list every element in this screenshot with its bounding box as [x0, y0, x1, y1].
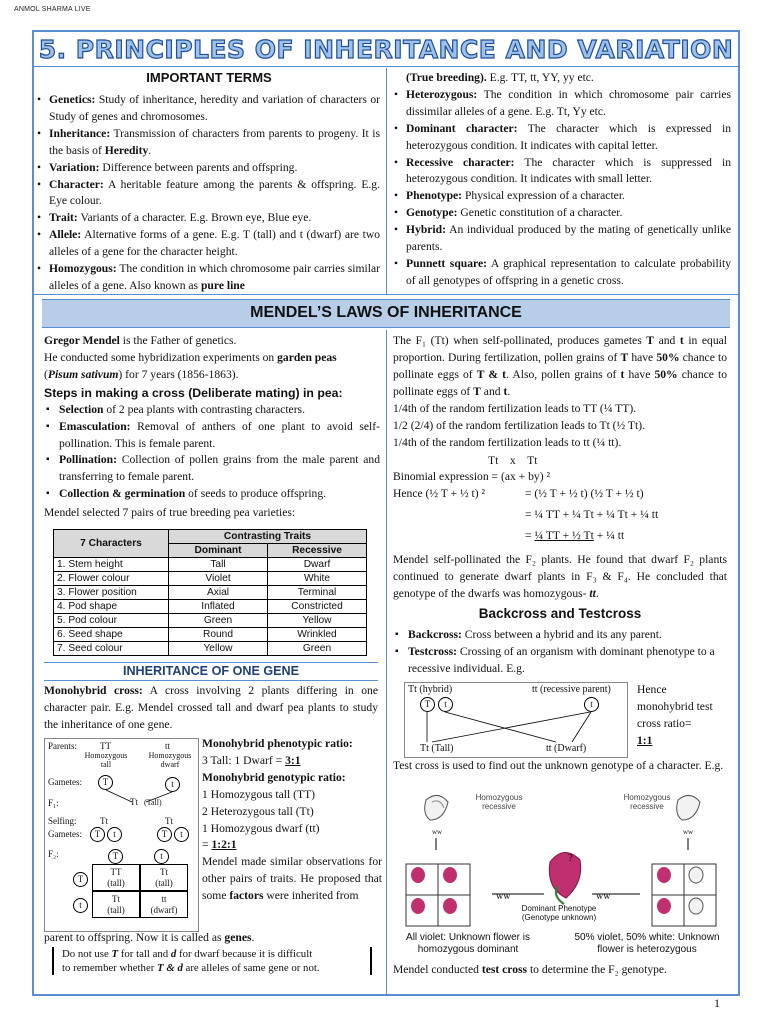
caption-right: 50% violet, 50% white: Unknown flower is heterozygous [574, 932, 720, 955]
step-item: ▪ Pollination: Collection of pollen grains from the male parent and transferring to female parent. [44, 452, 380, 486]
homozygous-recessive-right: Homozygous recessive [623, 793, 671, 811]
recessive-cell: Green [268, 642, 367, 656]
prob-tt-dwarf: 1/4th of the random fertilization leads to tt (¼ tt). [393, 435, 622, 449]
column-divider-bottom [386, 330, 387, 994]
table-row [54, 628, 367, 642]
parent2-genotype: tt [165, 741, 171, 751]
one-gene-rule-top [44, 662, 378, 663]
gamete2-T-right: T [157, 827, 172, 842]
gamete2-T-left: T [90, 827, 105, 842]
punnett-cell: tt (dwarf) [140, 891, 188, 918]
character-cell: 7. Seed colour [54, 642, 169, 656]
term-item: • Recessive character: The character which is suppressed in heterozygous condition. It indicates with small letter. [391, 155, 731, 189]
term-item: • Inheritance: Transmission of characters from parents to progeny. It is the basis of Heredity. [34, 126, 380, 160]
dominant-cell: Violet [169, 572, 268, 586]
gamete2-t-right: t [174, 827, 189, 842]
gametes2-label: Gametes: [48, 829, 82, 839]
parent2-label: Homozygous dwarf [148, 751, 192, 769]
parent1-label: Homozygous tall [84, 751, 128, 769]
mendel-intro: Gregor Mendel is the Father of genetics. He conducted some hybridization experiments on garden peas (Pisum sativum) for 7 years (1856-1863). Steps in making a cross (Deliberate mating) in pea: ▪ Selection of 2 pea plants with contrasting characters. ▪ Emasculation: Removal of anthers of one plant to avoid self-pollination. This is female parent. ▪ Pollination: Collection of pollen grains from the male parent and transferring to female parent. ▪ Collection & germination of seeds to produce offspring. Mendel selected 7 pairs of true breeding pea varieties: [44, 333, 380, 522]
terms-right-list [391, 70, 731, 290]
flower-left-ww: ww [432, 828, 443, 836]
gamete2-t-left: t [107, 827, 122, 842]
tc-hybrid: Tt (hybrid) [408, 684, 453, 695]
tall-dwarf-note: Do not use T for tall and d for dwarf because it is difficult to remember whether T & d are alleles of same gene or not. [52, 947, 372, 975]
brand-label: ANMOL SHARMA LIVE [14, 6, 91, 13]
punnett-col-t: t [154, 849, 169, 864]
term-item: • Phenotype: Physical expression of a character. [391, 188, 731, 205]
f2-label: F₂: [48, 849, 59, 859]
punnett-cell: Tt (tall) [140, 864, 188, 891]
parents-label: Parents: [48, 741, 77, 751]
term-item: • Hybrid: An individual produced by the mating of genetically unlike parents. [391, 222, 731, 256]
term-item: • Genotype: Genetic constitution of a character. [391, 205, 731, 222]
punnett-cell: Tt (tall) [92, 891, 140, 918]
term-item: • Dominant character: The character which is expressed in heterozygous condition. It indicates with capital letter. [391, 121, 731, 155]
table-header-recessive: Recessive [268, 544, 367, 558]
arrow-right-ww: ww [596, 891, 611, 902]
monohybrid-definition: Monohybrid cross: A cross involving 2 plants differing in one character pair. E.g. Mendel crossed tall and dwarf pea plants to study the inheritance of one gene. [44, 684, 379, 731]
dominant-cell: Axial [169, 586, 268, 600]
step-item: ▪ Collection & germination of seeds to produce offspring. [44, 486, 380, 503]
character-cell: 6. Seed shape [54, 628, 169, 642]
punnett-col-T: T [108, 849, 123, 864]
monohybrid-ratios: Monohybrid phenotypic ratio: 3 Tall: 1 Dwarf = 3:1 Monohybrid genotypic ratio: 1 Homozygous tall (TT) 2 Heterozygous tall (Tt) 1 Homozygous dwarf (tt) = 1:2:1 Mendel made similar observations for other pairs of traits. He proposed that some factors were inherited from [202, 736, 382, 905]
testcross-ratio: Hence monohybrid test cross ratio= 1:1 [637, 683, 713, 747]
term-item: • Genetics: Study of inheritance, heredity and variation of characters or Study of genes and chromosomes. [34, 92, 380, 126]
tc-offspring-dwarf: tt (Dwarf) [546, 743, 587, 754]
table-row [54, 600, 367, 614]
tc-gamete-t: t [438, 697, 453, 712]
dominant-cell: Round [169, 628, 268, 642]
recessive-cell: Terminal [268, 586, 367, 600]
geno-line-1: 1 Homozygous tall (TT) [202, 787, 316, 801]
binomial-expression: Binomial expression = (ax + by) ² [393, 470, 550, 483]
table-row [54, 558, 367, 572]
tc-gamete-T: T [420, 697, 435, 712]
genes-sentence: parent to offspring. Now it is called as genes. [44, 931, 255, 944]
important-terms-heading: IMPORTANT TERMS [146, 70, 272, 85]
f1-self-pollination: The F₁ (Tt) when self-pollinated, produces gametes T and t in equal proportion. During fertilization, pollen grains of T have 50% chance to pollinate eggs of T & t. Also, pollen grains of t have 50% chance to pollinate eggs of T and t. [393, 334, 728, 398]
table-row [54, 586, 367, 600]
prob-tt-hetero: 1/2 (2/4) of the random fertilization leads to Tt (½ Tt). [393, 418, 645, 432]
fertilization-probabilities [393, 401, 727, 452]
testcross-use: Test cross is used to find out the unknown genotype of a character. E.g. [393, 759, 724, 772]
step-item: ▪ Selection of 2 pea plants with contrasting characters. [44, 402, 380, 419]
mendel-laws-heading: MENDEL’S LAWS OF INHERITANCE [250, 304, 522, 321]
tc-offspring-tall: Tt (Tall) [420, 743, 454, 754]
term-item: • Punnett square: A graphical representation to calculate probability of all genotypes of offspring in a genetic cross. [391, 256, 731, 290]
term-item: • Variation: Difference between parents and offspring. [34, 160, 380, 177]
table-header-characters: 7 Characters [54, 530, 169, 558]
backcross-item: ▪ Backcross: Cross between a hybrid and its any parent. [393, 627, 727, 644]
recessive-cell: Constricted [268, 600, 367, 614]
true-breeding-line: (True breeding). E.g. TT, tt, YY, yy etc. [406, 71, 594, 84]
dominant-cell: Green [169, 614, 268, 628]
arrow-left-ww: ww [496, 891, 511, 902]
title-divider [34, 66, 738, 67]
one-gene-heading: INHERITANCE OF ONE GENE [122, 664, 300, 678]
prob-tt-homo: 1/4th of the random fertilization leads to TT (¼ TT). [393, 402, 637, 415]
table-header-group: Contrasting Traits [169, 530, 367, 544]
varieties-text: Mendel selected 7 pairs of true breeding pea varieties: [44, 506, 296, 520]
tt-cross: Tt x Tt [488, 454, 538, 467]
punnett-square [92, 864, 188, 918]
section-divider [34, 294, 738, 295]
term-item: • Heterozygous: The condition in which chromosome pair carries dissimilar alleles of a gene. E.g. Tt, Yy etc. [391, 87, 731, 121]
table-row [54, 642, 367, 656]
dominant-phenotype-label: Dominant Phenotype (Genotype unknown) [521, 904, 597, 922]
hence-expansion-3: = ¼ TT + ½ Tt + ¼ tt [525, 529, 625, 542]
selfing-parent2: Tt [165, 816, 173, 826]
hence-expansion-2: = ¼ TT + ¼ Tt + ¼ Tt + ¼ tt [525, 508, 659, 521]
selfing-parent1: Tt [100, 816, 108, 826]
tc-gamete-t-recessive: t [584, 697, 599, 712]
geno-line-3: 1 Homozygous dwarf (tt) [202, 821, 320, 835]
geno-line-2: 2 Heterozygous tall (Tt) [202, 804, 314, 818]
recessive-cell: Wrinkled [268, 628, 367, 642]
selfing-label: Selfing: [48, 816, 77, 826]
steps-list [44, 402, 380, 503]
f1-genotype: Tt [130, 797, 138, 807]
column-divider-top [386, 68, 387, 294]
unknown-genotype-mark: ? [568, 852, 573, 864]
caption-left: All violet: Unknown flower is homozygous dominant [406, 932, 530, 955]
one-gene-rule-bottom [44, 680, 378, 681]
character-cell: 5. Pod colour [54, 614, 169, 628]
tc-recessive-parent: tt (recessive parent) [532, 684, 611, 695]
character-cell: 2. Flower colour [54, 572, 169, 586]
step-item: ▪ Emasculation: Removal of anthers of one plant to avoid self-pollination. This is female parent. [44, 419, 380, 453]
dominant-cell: Inflated [169, 600, 268, 614]
term-item: • Homozygous: The condition in which chromosome pair carries similar alleles of a gene. Also known as pure line [34, 261, 380, 295]
page-number: 1 [714, 996, 720, 1010]
mendel-observation: Mendel made similar observations for other pairs of traits. He proposed that some factors were inherited from [202, 855, 382, 903]
hence-expansion-1: = (½ T + ½ t) (½ T + ½ t) [525, 487, 644, 500]
punnett-cell: TT (tall) [92, 864, 140, 891]
steps-heading: Steps in making a cross (Deliberate mating) in pea: [44, 385, 343, 400]
f1-label: F₁: [48, 798, 59, 808]
recessive-cell: Dwarf [268, 558, 367, 572]
dominant-cell: Tall [169, 558, 268, 572]
backcross-list [393, 627, 727, 678]
recessive-cell: White [268, 572, 367, 586]
f1-phenotype: (Tall) [144, 798, 162, 807]
table-header-dominant: Dominant [169, 544, 268, 558]
character-cell: 4. Pod shape [54, 600, 169, 614]
table-row [54, 614, 367, 628]
term-item: • Character: A heritable feature among the parents & offspring. E.g. Eye colour. [34, 177, 380, 211]
character-cell: 3. Flower position [54, 586, 169, 600]
table-row [54, 572, 367, 586]
punnett-row-t: t [73, 898, 88, 913]
gamete-t: t [165, 777, 180, 792]
hence-expression: Hence (½ T + ½ t) ² [393, 487, 486, 500]
terms-left-list [34, 92, 380, 295]
punnett-row-T: T [73, 872, 88, 887]
parent1-genotype: TT [100, 741, 111, 751]
homozygous-recessive-left: Homozygous recessive [475, 793, 523, 811]
flower-right-ww: ww [683, 828, 694, 836]
testcross-item: ▪ Testcross: Crossing of an organism with dominant phenotype to a recessive individual. E.g. [393, 644, 727, 678]
character-cell: 1. Stem height [54, 558, 169, 572]
final-sentence: Mendel conducted test cross to determine the F₂ genotype. [393, 963, 667, 976]
term-item: • Trait: Variants of a character. E.g. Brown eye, Blue eye. [34, 210, 380, 227]
traits-table [53, 529, 367, 656]
dominant-cell: Yellow [169, 642, 268, 656]
recessive-cell: Yellow [268, 614, 367, 628]
f2-self-pollination: Mendel self-pollinated the F₂ plants. He found that dwarf F₂ plants continued to generate dwarf plants in F₃ & F₄. He concluded that genotype of the dwarfs was homozygous- tt. [393, 553, 727, 600]
page-title: 5. PRINCIPLES OF INHERITANCE AND VARIATION [38, 35, 734, 64]
term-item: • Allele: Alternative forms of a gene. E.g. T (tall) and t (dwarf) are two alleles of a gene for the character height. [34, 227, 380, 261]
gametes-label: Gametes: [48, 777, 82, 787]
gamete-T: T [98, 775, 113, 790]
backcross-heading: Backcross and Testcross [478, 606, 642, 621]
